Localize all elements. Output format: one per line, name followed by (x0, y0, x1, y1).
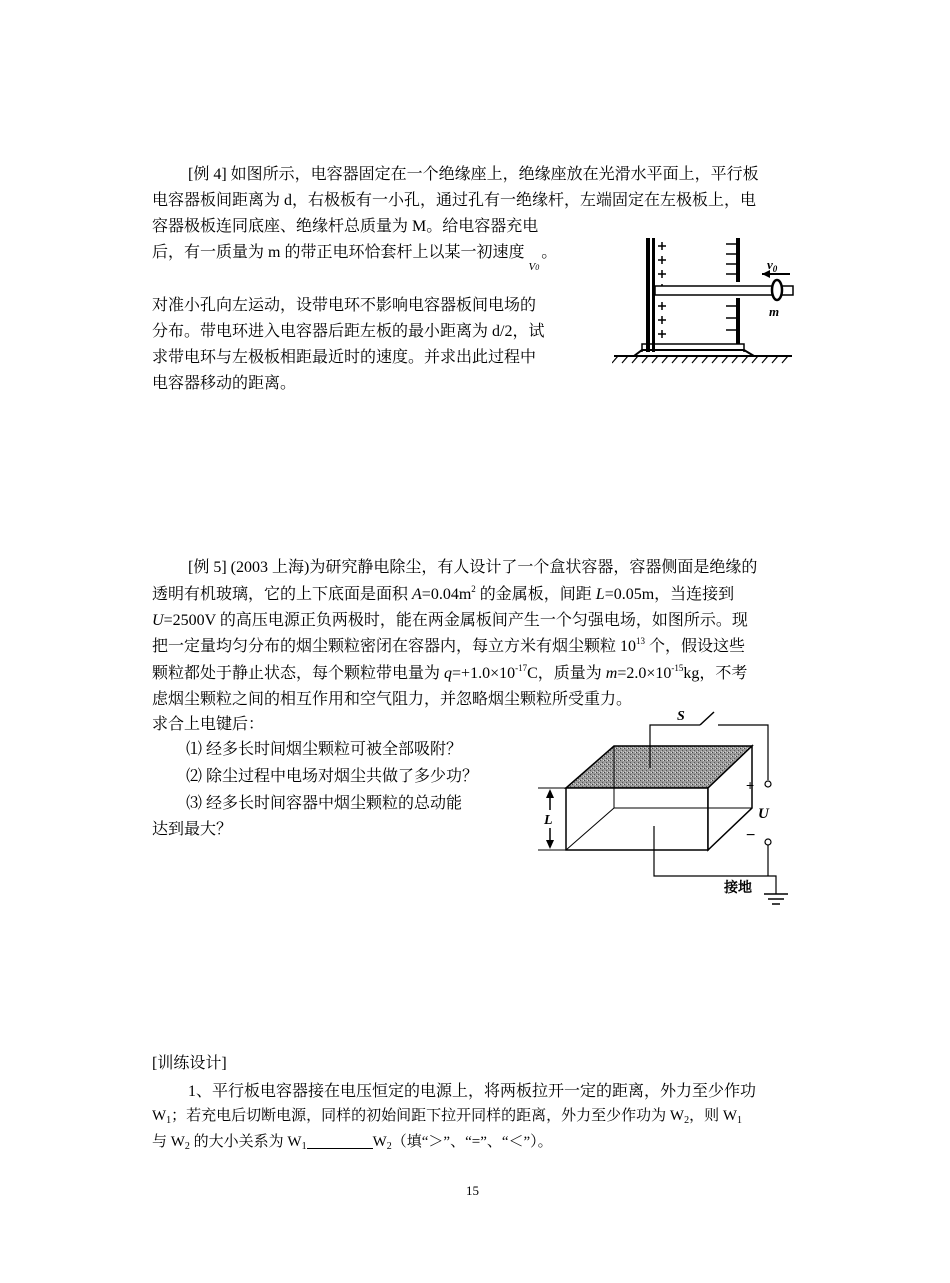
example4-line-2: 电容器板间距离为 d，右极板有一小孔，通过孔有一绝缘杆，左端固定在左极板上，电 (152, 192, 757, 209)
example5-line-2 (152, 581, 734, 604)
training-line-2 (152, 1104, 742, 1126)
e5-l5-d: =2.0×10 (617, 665, 672, 682)
e5-l4-a: 把一定量均匀分布的烟尘颗粒密闭在容器内，每立方米有烟尘颗粒 10 (152, 638, 637, 655)
figure-v0-label: $v_0$ (767, 257, 778, 274)
t-l3-b: 的大小关系为 W (189, 1134, 302, 1150)
example5-question-1: ⑴ 经多长时间烟尘颗粒可被全部吸附？ (186, 741, 463, 758)
example5-line-4 (152, 633, 745, 656)
example5-line-1: [例 5] (2003 上海)为研究静电除尘，有人设计了一个盒状容器，容器侧面是绝缘的 (188, 559, 758, 576)
t-l2-c: ，则 W (689, 1108, 738, 1124)
e5-l2-L: L (595, 586, 605, 603)
t-l3-c: W (372, 1134, 387, 1150)
example5-line-6: 虑烟尘颗粒之间的相互作用和空气阻力，并忽略烟尘颗粒所受重力。 (152, 691, 633, 708)
minus-terminal-label: − (746, 827, 756, 844)
answer-blank[interactable] (307, 1132, 373, 1149)
distance-label: L (544, 813, 553, 828)
t-l2-a-sub: 1 (166, 1115, 172, 1126)
switch-label: S (677, 709, 685, 724)
dust-box-figure (532, 700, 802, 915)
figure-m-label: m (769, 304, 780, 319)
t-l3-a-sub: 2 (184, 1141, 190, 1152)
e5-l5-q: q (444, 665, 453, 682)
example4-line-4-text: 后，有一质量为 m 的带正电环恰套杆上以某一初速度 (152, 244, 525, 261)
example5-line-5 (152, 660, 747, 683)
t-l3-c-sub: 2 (386, 1141, 392, 1152)
plus-terminal-label: + (746, 777, 755, 793)
example5-line-7: 求合上电键后： (152, 716, 265, 733)
page-number: 15 (466, 1183, 479, 1198)
example4-line-6: 分布。带电环进入电容器后距左板的最小距离为 d/2，试 (152, 323, 545, 340)
example4-line-3: 容器极板连同底座、绝缘杆总质量为 M。给电容器充电 (152, 218, 539, 235)
training-heading: [训练设计] (152, 1055, 227, 1072)
v0-letter: V (528, 261, 536, 273)
t-l3-b-sub: 1 (301, 1141, 307, 1152)
example4-line-5: 对准小孔向左运动，设带电环不影响电容器板间电场的 (152, 297, 537, 314)
voltage-label: U (758, 806, 769, 822)
t-l2-c-sub: 1 (737, 1115, 743, 1126)
e5-l3-text: =2500V 的高压电源正负两极时，能在两金属板间产生一个匀强电场，如图所示。现 (163, 612, 748, 629)
e5-l5-c: C，质量为 (527, 665, 606, 682)
ground-label: 接地 (724, 880, 752, 896)
e5-l5-sup2: -15 (671, 663, 684, 673)
e5-l4-b: 个，假设这些 (645, 638, 746, 655)
e5-l3-U: U (152, 612, 164, 629)
e5-l2-A: A (412, 586, 422, 603)
t-l2-b-sub: 2 (684, 1115, 690, 1126)
capacitor-figure (612, 232, 802, 364)
example5-line-3 (152, 607, 748, 630)
t-l3-d: （填“＞”、“=”、“＜”）。 (391, 1134, 553, 1150)
e5-l4-sup: 13 (636, 636, 646, 646)
e5-l5-sup1: -17 (515, 663, 528, 673)
example5-question-2: ⑵ 除尘过程中电场对烟尘共做了多少功？ (186, 768, 479, 785)
t-l2-b: ；若充电后切断电源，同样的初始间距下拉开同样的距离，外力至少作功为 W (171, 1108, 685, 1124)
e5-l2-sup: 2 (471, 584, 476, 594)
example4-line-4-end: 。 (541, 244, 558, 261)
t-l3-a: 与 W (152, 1134, 185, 1150)
e5-l2-b: =0.04m (421, 586, 472, 603)
e5-l2-d: =0.05m，当连接到 (604, 586, 735, 603)
example4-line-7: 求带电环与左极板相距最近时的速度。并求出此过程中 (152, 349, 537, 366)
example5-question-3a: ⑶ 经多长时间容器中烟尘颗粒的总动能 (186, 795, 463, 812)
initial-velocity-symbol (528, 261, 539, 273)
e5-l2-a: 透明有机玻璃，它的上下底面是面积 (152, 586, 413, 603)
example4-line-8: 电容器移动的距离。 (152, 375, 297, 392)
t-l2-a: W (152, 1108, 167, 1124)
e5-l5-e: kg，不考 (683, 665, 748, 682)
v0-subscript: 0 (535, 263, 540, 272)
example4-line-4 (152, 239, 558, 273)
example5-question-3b: 达到最大？ (152, 821, 233, 838)
training-line-3 (152, 1130, 553, 1152)
training-line-1: 1、平行板电容器接在电压恒定的电源上，将两板拉开一定的距离，外力至少作功 (188, 1083, 757, 1100)
e5-l2-c: 的金属板，间距 (475, 586, 596, 603)
e5-l5-b: =+1.0×10 (452, 665, 516, 682)
e5-l5-m: m (605, 665, 618, 682)
example4-line-1: [例 4] 如图所示，电容器固定在一个绝缘座上，绝缘座放在光滑水平面上，平行板 (188, 166, 759, 183)
e5-l5-a: 颗粒都处于静止状态，每个颗粒带电量为 (152, 665, 445, 682)
